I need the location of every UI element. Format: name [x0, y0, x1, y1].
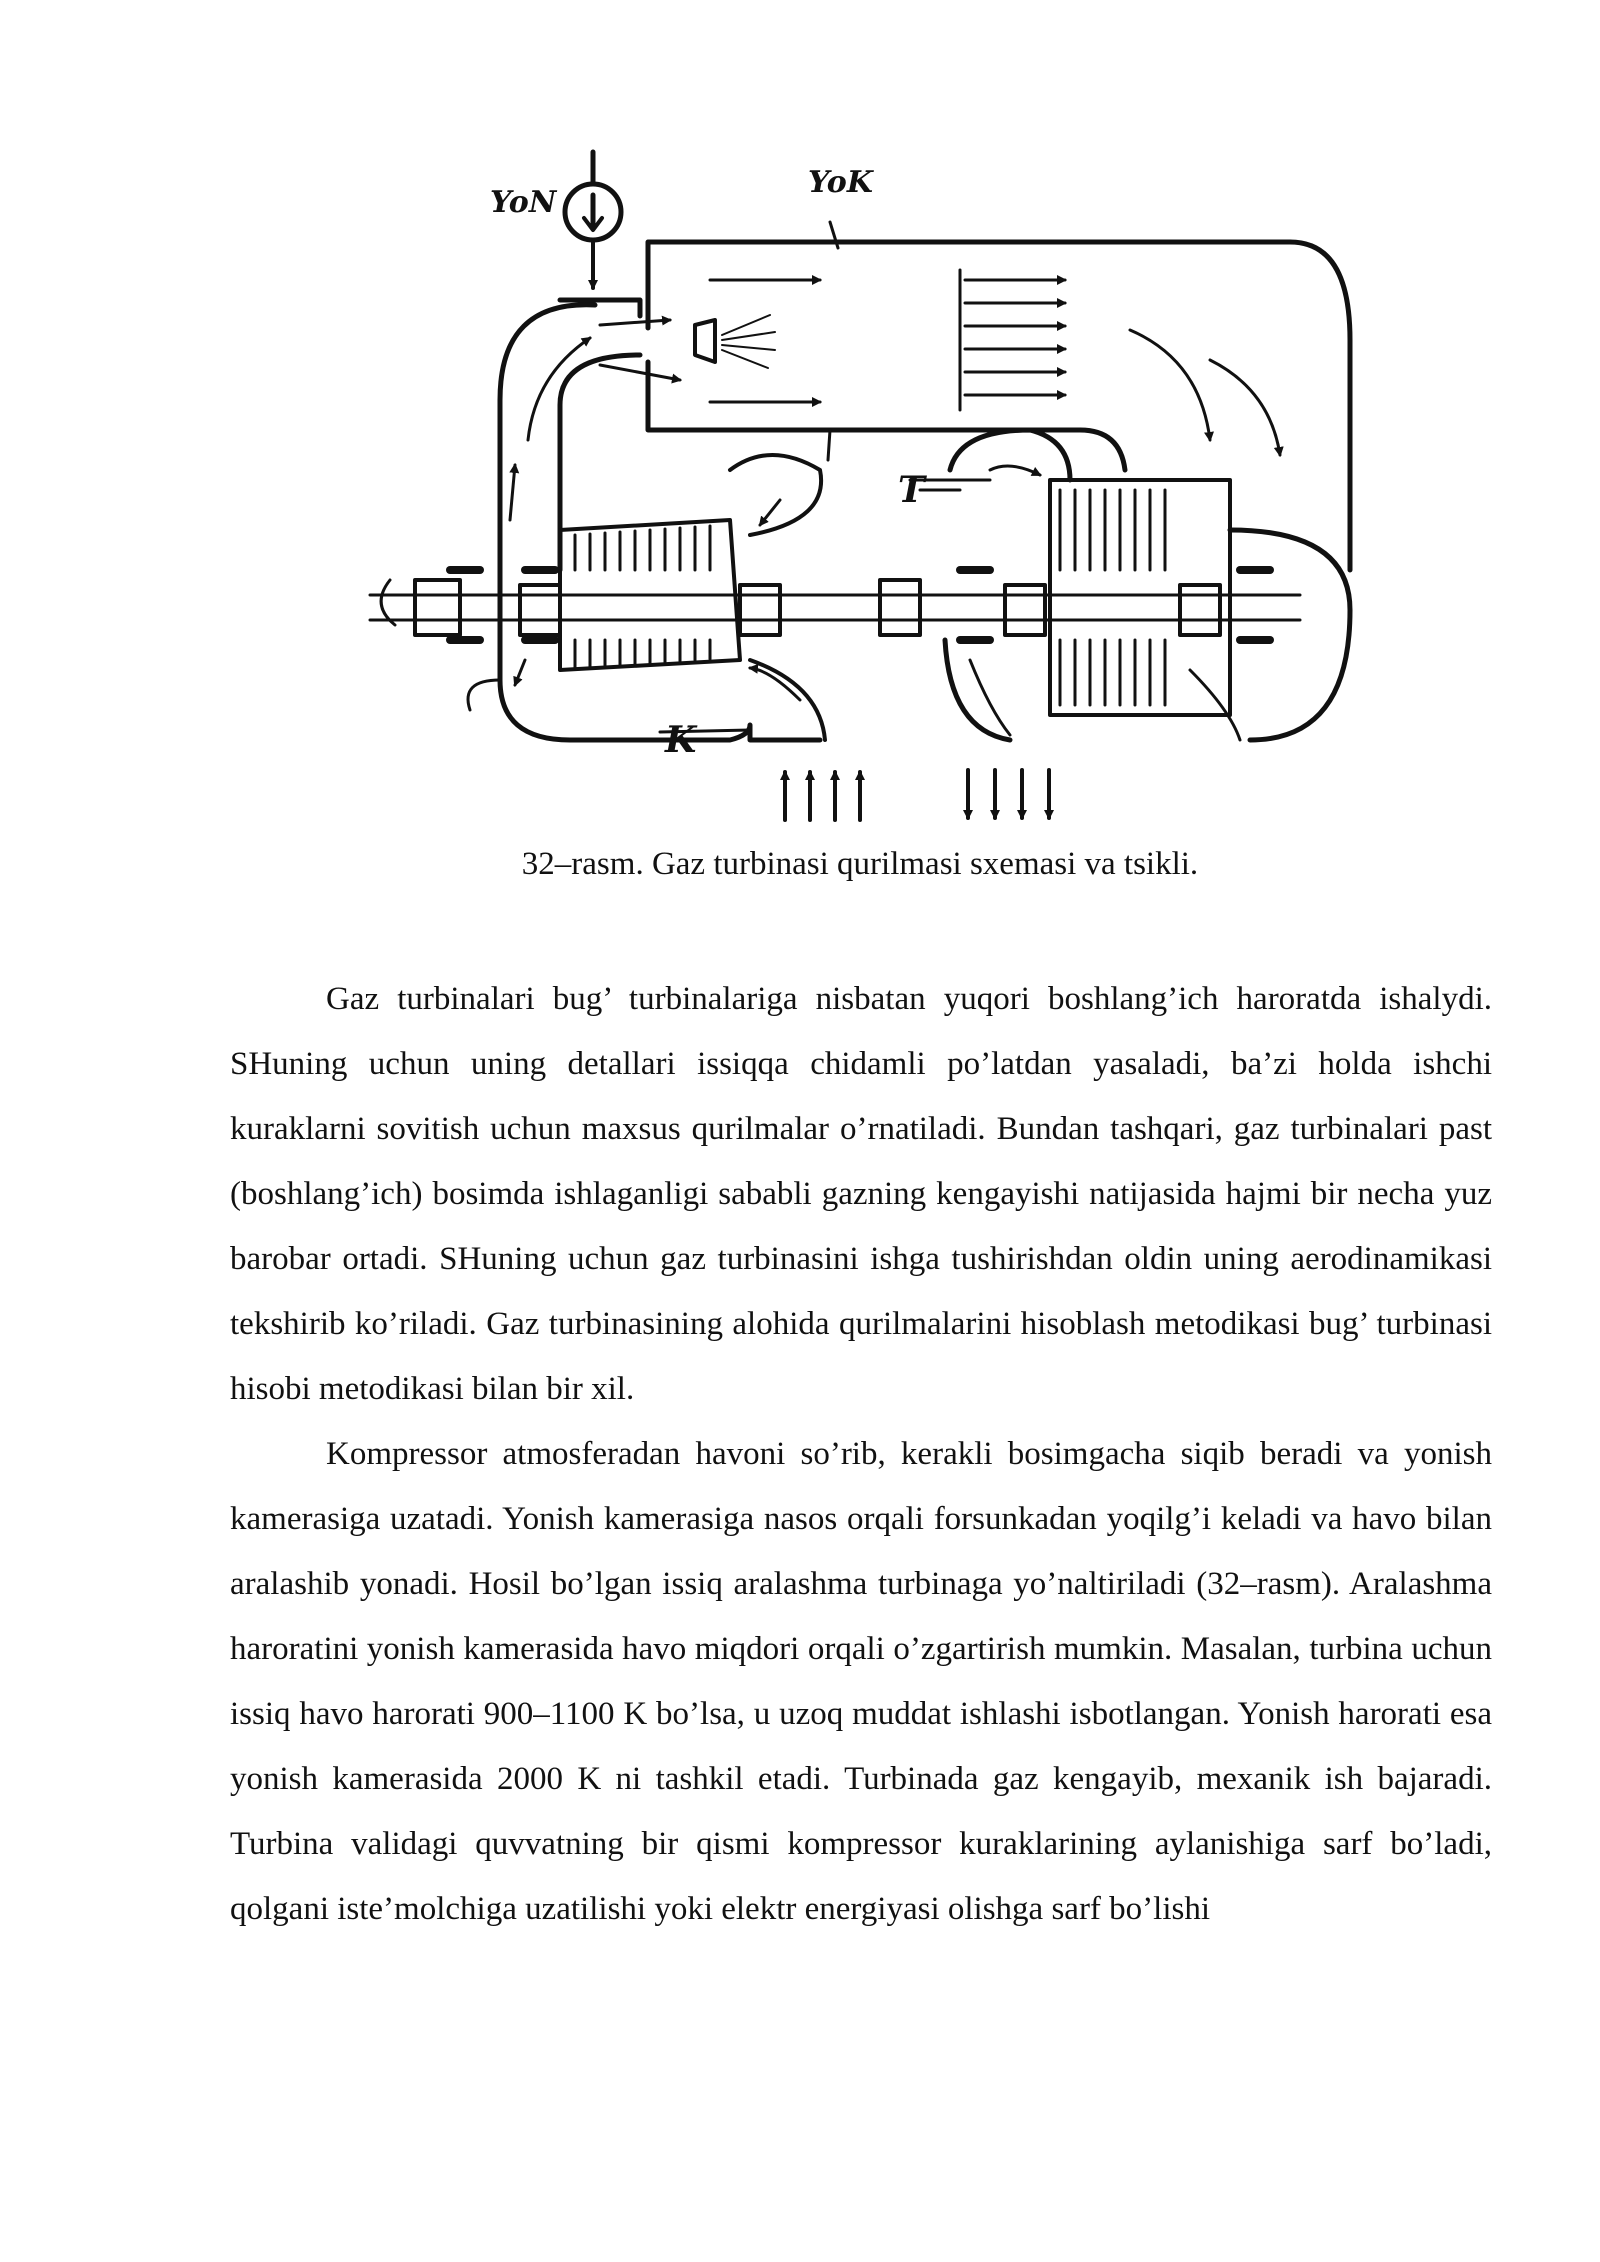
compressor-blades [575, 526, 710, 668]
label-fuel-pump: YoN [490, 185, 557, 220]
combustion-chamber [560, 242, 1290, 460]
turbine-blades [1060, 490, 1165, 705]
figure-caption: 32–rasm. Gaz turbinasi qurilmasi sxemasi va tsikli. [521, 846, 1199, 882]
label-compressor: K [665, 719, 697, 761]
gas-turbine-diagram [350, 140, 1370, 840]
label-combustion-chamber: YoK [808, 165, 873, 200]
label-turbine: T [898, 469, 925, 511]
paragraph: Gaz turbinalari bug’ turbinalariga nisbatan yuqori boshlang’ich haroratda ishalydi. SHuning uchun uning detallari issiqqa chidamli po’latdan yasaladi, ba’zi holda ishchi kuraklarni sovitish uchun maxsus qurilmalar o’rnatiladi. Bundan tashqari, gaz turbinalari past (boshlang’ich) bosimda ishlaganligi sababli gazning kengayishi natijasida hajmi bir necha yuz barobar ortadi. SHuning uchun gaz turbinasini ishga tushirishdan oldin uning aerodinamikasi tekshirib ko’riladi. Gaz turbinasining alohida qurilmalarini hisoblash metodikasi bug’ turbinasi hisobi metodikasi bilan bir xil. [230, 981, 1492, 1407]
compressor [450, 455, 825, 740]
fuel-pump-icon [565, 152, 621, 288]
exhaust-arrows [968, 770, 1049, 818]
paragraph: Kompressor atmosferadan havoni so’rib, kerakli bosimgacha siqib beradi va yonish kamerasiga uzatadi. Yonish kamerasiga nasos orqali forsunkadan yoqilg’i keladi va havo bilan aralashib yonadi. Hosil bo’lgan issiq aralashma turbinaga yo’naltiriladi (32–rasm). Aralashma haroratini yonish kamerasida havo miqdori orqali o’zgartirish mumkin. Masalan, turbina uchun issiq havo harorati 900–1100 K bo’lsa, u uzoq muddat ishlashi isbotlangan. Yonish harorati esa yonish kamerasida 2000 K ni tashkil etadi. Turbinada gaz kengayib, mexanik ish bajaradi. Turbina validagi quvvatning bir qismi kompressor kuraklarining aylanishiga sarf bo’ladi, qolgani iste’molchiga uzatilishi yoki elektr energiyasi olishga sarf bo’lishi [230, 1436, 1492, 1927]
turbine [910, 430, 1350, 740]
air-intake-arrows [785, 772, 860, 820]
body-text [230, 967, 1492, 1942]
shaft [370, 580, 1300, 635]
gas-turbine-schematic [350, 140, 1370, 840]
